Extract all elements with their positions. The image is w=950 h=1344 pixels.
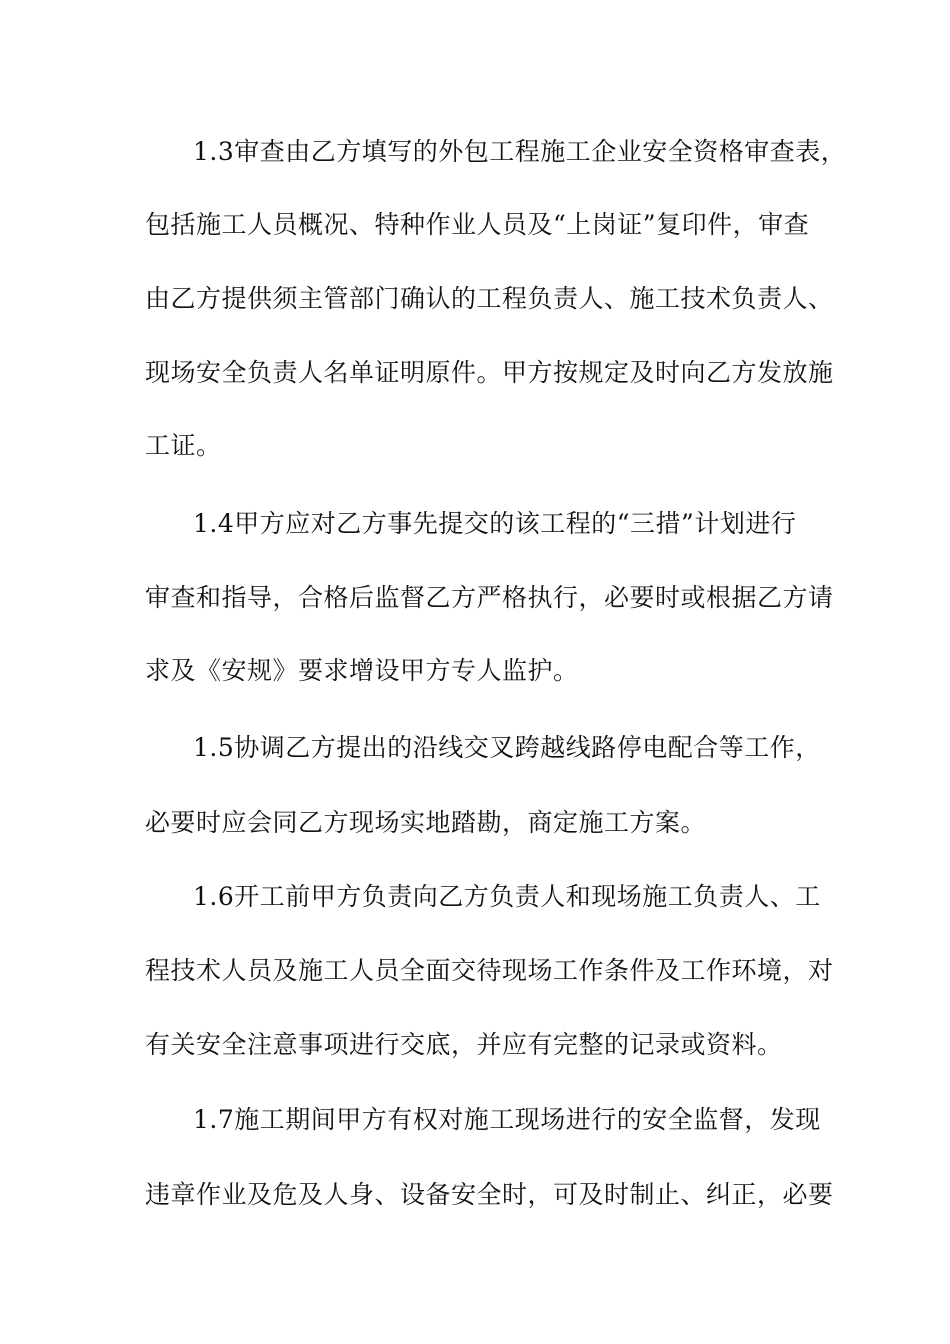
text-line: 由乙方提供须主管部门确认的工程负责人、施工技术负责人、 xyxy=(145,284,834,313)
text-line: 有关安全注意事项进行交底，并应有完整的记录或资料。 xyxy=(145,1030,783,1059)
text-line: 求及《安规》要求增设甲方专人监护。 xyxy=(145,656,579,685)
text-line: 包括施工人员概况、特种作业人员及“上岗证”复印件，审查 xyxy=(145,210,810,239)
text-line: 工证。 xyxy=(145,431,222,460)
text-line: 1.3审查由乙方填写的外包工程施工企业安全资格审查表， xyxy=(193,137,847,166)
text-line: 1.6开工前甲方负责向乙方负责人和现场施工负责人、工 xyxy=(193,882,821,911)
text-line: 违章作业及危及人身、设备安全时，可及时制止、纠正，必要 xyxy=(145,1180,834,1209)
text-line: 程技术人员及施工人员全面交待现场工作条件及工作环境，对 xyxy=(145,956,834,985)
text-line: 现场安全负责人名单证明原件。甲方按规定及时向乙方发放施 xyxy=(145,358,834,387)
text-line: 1.4甲方应对乙方事先提交的该工程的“三措”计划进行 xyxy=(193,509,797,538)
text-line: 1.5协调乙方提出的沿线交叉跨越线路停电配合等工作， xyxy=(193,733,821,762)
text-line: 审查和指导，合格后监督乙方严格执行，必要时或根据乙方请 xyxy=(145,583,834,612)
text-line: 1.7施工期间甲方有权对施工现场进行的安全监督，发现 xyxy=(193,1105,821,1134)
text-line: 必要时应会同乙方现场实地踏勘，商定施工方案。 xyxy=(145,808,707,837)
